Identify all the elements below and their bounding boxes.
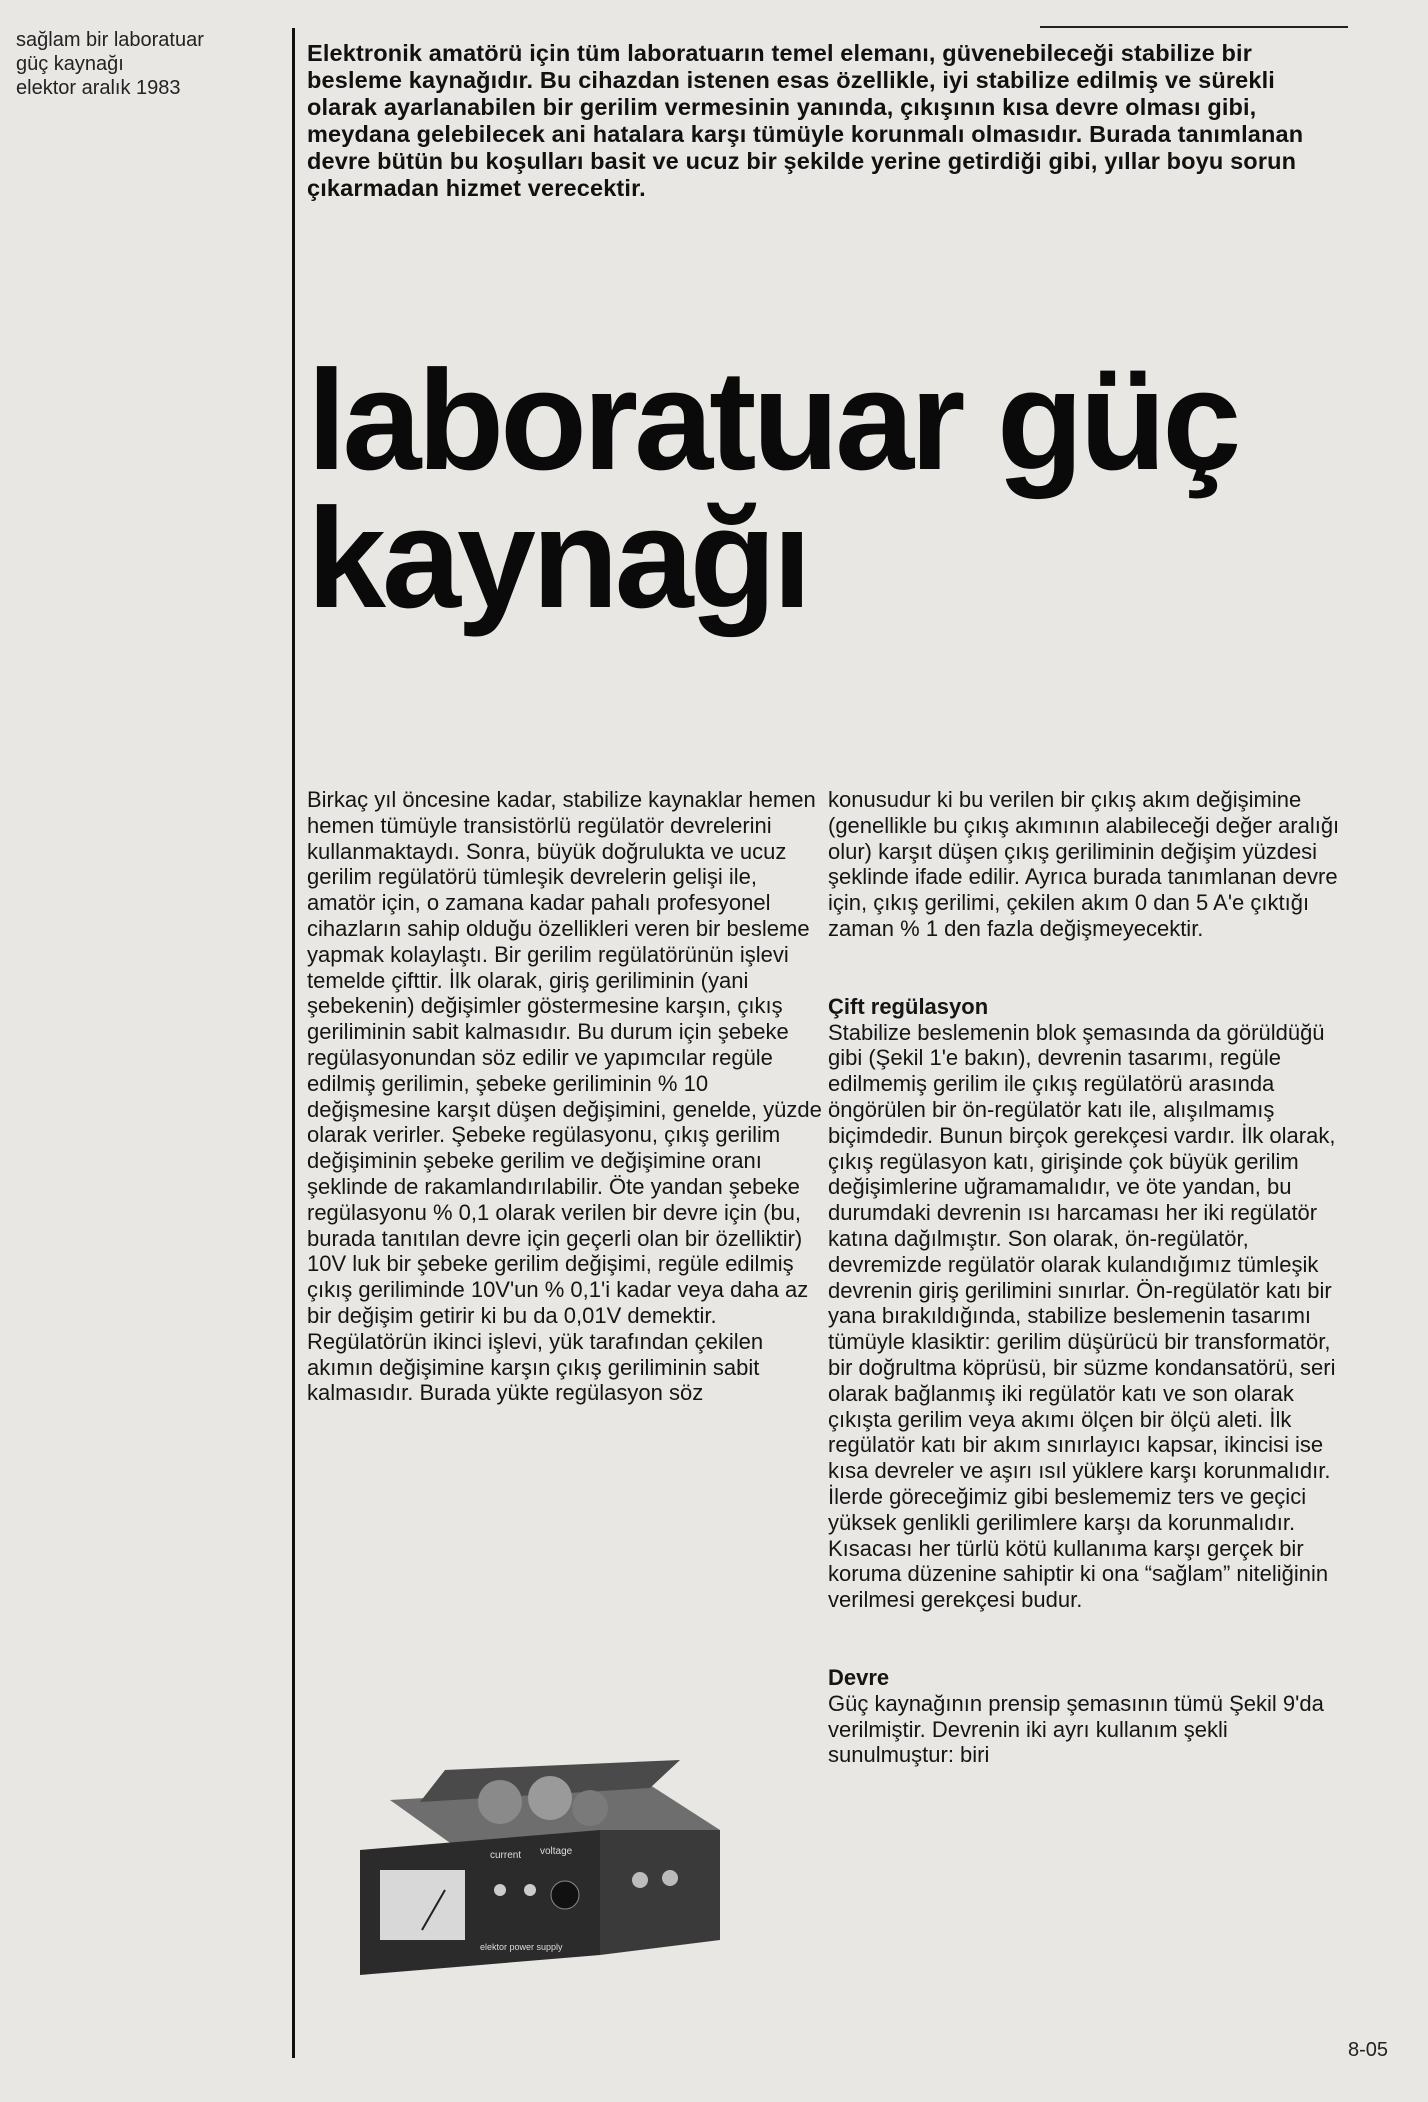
panel-label: voltage	[540, 1846, 573, 1857]
output-terminal	[662, 1870, 678, 1886]
output-terminal	[632, 1872, 648, 1888]
right-column	[828, 787, 1348, 1768]
voltage-knob	[551, 1881, 579, 1909]
section-heading: Çift regülasyon	[828, 993, 989, 1019]
capacitor	[528, 1776, 572, 1820]
capacitor	[478, 1780, 522, 1824]
transformer	[572, 1790, 608, 1826]
source-note-line: sağlam bir laboratuar	[16, 29, 204, 51]
power-supply-photo	[350, 1730, 750, 1980]
panel-label: current	[490, 1850, 522, 1861]
source-note	[16, 28, 276, 100]
switch	[494, 1884, 506, 1896]
body-paragraph: Stabilize beslemenin blok şemasında da görüldüğü gibi (Şekil 1'e bakın), devrenin tasarımı, regüle edilmemiş gerilim ile çıkış regülatörü arasında öngörülen bir ön-regülatör katı ile, alışılmamış biçimdedir. Bunun birçok gerekçesi vardır. İlk olarak, çıkış regülasyon katı, girişinde çok büyük gerilim değişimlerine uğramamalıdır, ve öte yandan, bu durumdaki devrenin ısı harcaması her iki regülatör katına dağılmıştır. Son olarak, ön-regülatör, devremizde regülatör olarak kulandığımız tümleşik devrenin giriş gerilimini sınırlar. Ön-regülatör katı bir yana bırakıldığında, stabilize beslemenin tasarımı tümüyle klasiktir: gerilim düşürücü bir transformatör, bir doğrultma köprüsü, bir süzme kondansatörü, seri olarak bağlanmış iki regülatör katı ve son olarak çıkışta gerilim veya akımı ölçen bir ölçü aleti. İlk regülatör katı bir akım sınırlayıcı kapsar, ikincisi ise kısa devreler ve aşırı ısıl yüklere karşı korunmalıdır. İlerde göreceğimiz gibi beslememiz ters ve geçici yüksek genlikli gerilimlere karşı da korunmalıdır. Kısacası her türlü kötü kullanıma karşı gerçek bir koruma düzenine sahiptir ki ona “sağlam” niteliğinin verilmesi gerekçesi budur.	[828, 1019, 1336, 1613]
source-note-line: güç kaynağı	[16, 53, 124, 75]
left-column	[307, 787, 827, 1406]
source-note-line: elektor aralık 1983	[16, 77, 181, 99]
body-paragraph: konusudur ki bu verilen bir çıkış akım değişimine (genellikle bu çıkış akımının alabileceği değer aralığı olur) karşıt düşen çıkış geriliminin değişim yüzdesi şeklinde ifade edilir. Ayrıca burada tanımlanan devre için, çıkış gerilimi, çekilen akım 0 dan 5 A'e çıktığı zaman % 1 den fazla değişmeyecektir.	[828, 787, 1340, 941]
switch	[524, 1884, 536, 1896]
page-title-line: laboratuar güç	[307, 341, 1238, 500]
column-divider	[292, 28, 295, 2058]
top-rule	[1040, 26, 1348, 28]
body-paragraph: Güç kaynağının prensip şemasının tümü Şekil 9'da verilmiştir. Devrenin iki ayrı kullanım şekli sunulmuştur: biri	[828, 1690, 1324, 1768]
body-paragraph: Birkaç yıl öncesine kadar, stabilize kaynaklar hemen hemen tümüyle transistörlü regülatör devrelerini kullanmaktaydı. Sonra, büyük doğrulukta ve ucuz gerilim regülatörü tümleşik devrelerin gelişi ile, amatör için, o zamana kadar pahalı profesyonel cihazların sahip olduğu özellikleri veren bir besleme yapmak kolaylaştı. Bir gerilim regülatörünün işlevi temelde çifttir. İlk olarak, giriş geriliminin (yani şebekenin) değişimler göstermesine karşın, çıkış geriliminin sabit kalmasıdır. Bu durum için şebeke regülasyonundan söz edilir ve yapımcılar regüle edilmiş gerilimin, şebeke geriliminin % 10 değişmesine karşıt düşen değişimini, genelde, yüzde olarak verirler. Şebeke regülasyonu, çıkış gerilim değişiminin şebeke gerilim ve değişimine oranı şeklinde de rakamlandırılabilir. Öte yandan şebeke regülasyonu % 0,1 olarak verilen bir devre için (bu, burada tanıtılan devre için geçerli olan bir özelliktir) 10V luk bir şebeke gerilim değişimi, regüle edilmiş çıkış geriliminde 10V'un % 0,1'i kadar veya daha az bir değişim getirir ki bu da 0,01V demektir. Regülatörün ikinci işlevi, yük tarafından çekilen akımın değişimine karşın çıkış geriliminin sabit kalmasıdır. Burada yükte regülasyon söz	[307, 787, 822, 1406]
page-title	[307, 341, 1397, 638]
section-heading: Devre	[828, 1664, 890, 1690]
intro-paragraph: Elektronik amatörü için tüm laboratuarın temel elemanı, güvenebileceği stabilize bir besleme kaynağıdır. Bu cihazdan istenen esas özellikle, iyi stabilize edilmiş ve sürekli olarak ayarlanabilen bir gerilim vermesinin yanında, çıkışının kısa devre olması gibi, meydana gelebilecek ani hatalara karşı tümüyle korunmalı olmasıdır. Burada tanımlanan devre bütün bu koşulları basit ve ucuz bir şekilde yerine getirdiği gibi, yıllar boyu sorun çıkarmadan hizmet verecektir.	[307, 40, 1304, 201]
page-number: 8-05	[1347, 2039, 1388, 2061]
page-title-line: kaynağı	[307, 479, 808, 638]
side-panel	[600, 1830, 720, 1955]
brand-label: elektor power supply	[480, 1942, 563, 1952]
